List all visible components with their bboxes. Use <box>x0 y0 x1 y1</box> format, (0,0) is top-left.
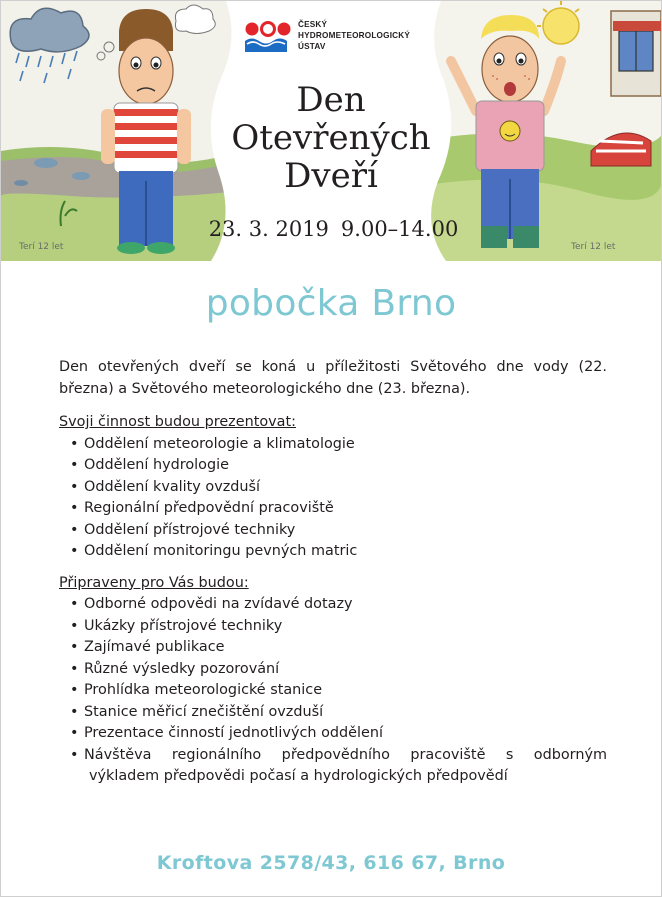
departments-heading: Svoji činnost budou prezentovat: <box>59 414 296 430</box>
list-item-line: výkladem předpovědi počasí a hydrologických předpovědí <box>89 768 508 784</box>
prepared-heading: Připraveny pro Vás budou: <box>59 574 249 591</box>
event-time: 9.00–14.00 <box>340 217 459 241</box>
event-date: 23. 3. 2019 <box>208 217 329 241</box>
list-item: • Prohlídka meteorologické stanice <box>70 680 607 702</box>
list-item: • Oddělení hydrologie <box>70 455 607 477</box>
chmi-logo <box>245 19 410 53</box>
list-item: • Oddělení přístrojové techniky <box>70 520 607 542</box>
right-drawing-signature: Terí 12 let <box>571 242 616 252</box>
list-item: • Oddělení meteorologie a klimatologie <box>70 434 607 456</box>
logo-text <box>298 19 410 52</box>
header-banner <box>1 1 661 261</box>
chmi-logo-icon <box>245 19 291 53</box>
list-item: • Stanice měřicí znečištění ovzduší <box>70 702 607 724</box>
logo-line: ÚSTAV <box>298 42 326 51</box>
list-item <box>70 745 607 788</box>
list-item: • Regionální předpovědní pracoviště <box>70 498 607 520</box>
event-title-line: Dveří <box>284 156 378 196</box>
event-datetime <box>201 217 466 241</box>
event-title <box>216 81 446 195</box>
content <box>59 357 607 798</box>
event-title-line: Otevřených <box>231 118 431 158</box>
list-item: • Zajímavé publikace <box>70 637 607 659</box>
prepared-list <box>59 594 607 788</box>
list-item-line: Návštěva regionálního předpovědního pracoviště s odborným <box>84 746 607 763</box>
list-item: • Prezentace činností jednotlivých oddělení <box>70 723 607 745</box>
logo-line: HYDROMETEOROLOGICKÝ <box>298 31 411 40</box>
branch-title: pobočka Brno <box>205 283 457 324</box>
list-item: • Různé výsledky pozorování <box>70 659 607 681</box>
list-item: • Ukázky přístrojové techniky <box>70 616 607 638</box>
list-item: • Oddělení monitoringu pevných matric <box>70 541 607 563</box>
list-item: • Odborné odpovědi na zvídavé dotazy <box>70 594 607 616</box>
event-title-line: Den <box>296 80 366 120</box>
departments-list <box>59 434 607 563</box>
address: Kroftova 2578/43, 616 67, Brno <box>156 852 506 874</box>
intro-paragraph: Den otevřených dveří se koná u příležitosti Světového dne vody (22. března) a Světového meteorologického dne (23. března). <box>59 359 607 397</box>
logo-line: ČESKÝ <box>298 20 328 29</box>
left-drawing-signature: Terí 12 let <box>19 242 64 252</box>
list-item: • Oddělení kvality ovzduší <box>70 477 607 499</box>
